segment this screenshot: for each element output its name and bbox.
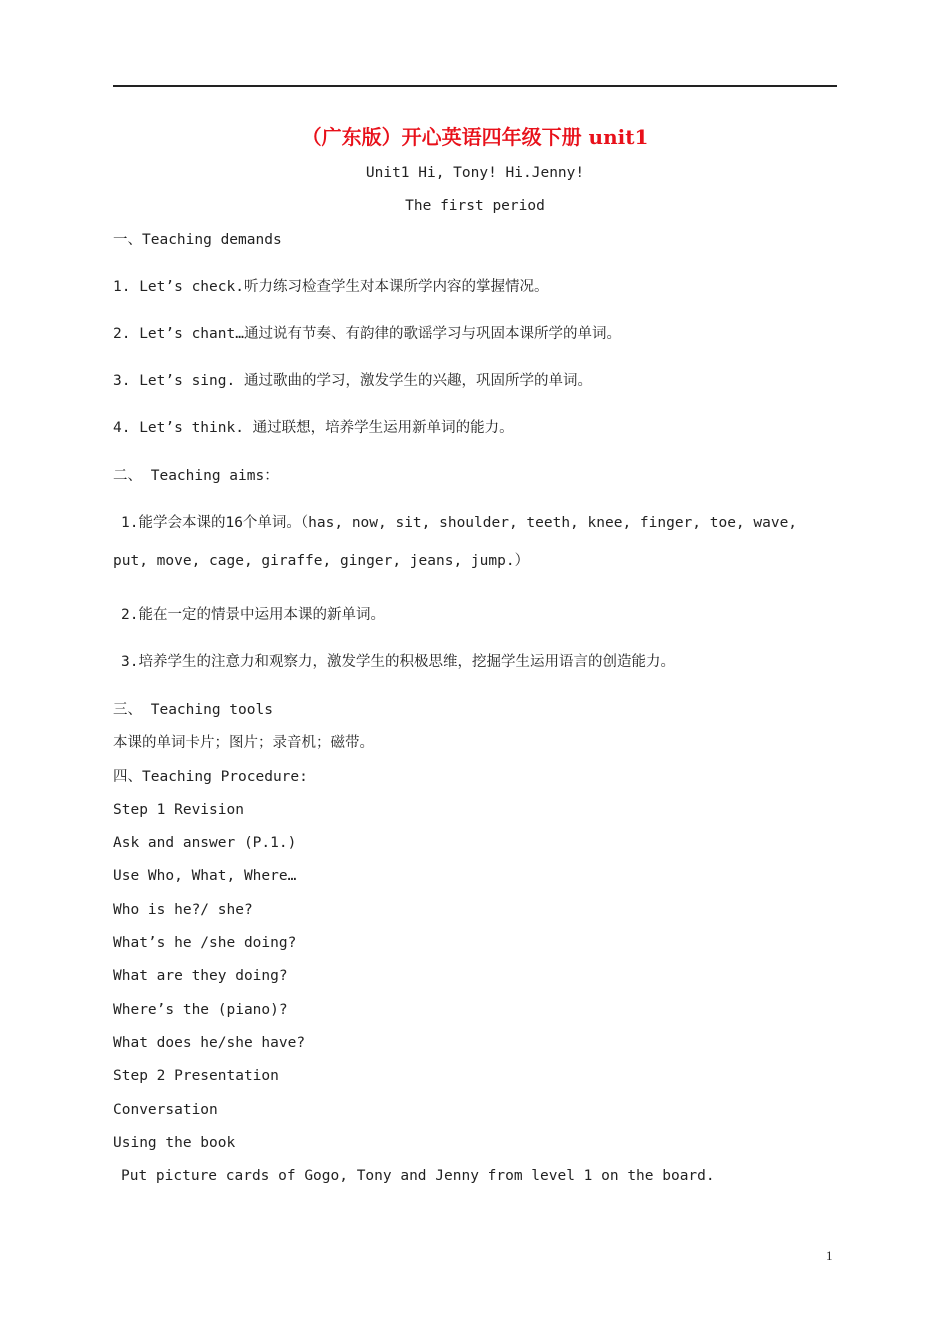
unit-subtitle: Unit1 Hi, Tony! Hi.Jenny! xyxy=(365,165,585,181)
procedure-line: What are they doing? xyxy=(113,968,288,984)
procedure-line: Step 1 Revision xyxy=(113,802,244,818)
tools-list: 本课的单词卡片；图片；录音机；磁带。 xyxy=(113,735,374,751)
procedure-line: Who is he?/ she? xyxy=(113,902,253,918)
header-rule xyxy=(113,85,837,87)
section-heading-demands: 一、Teaching demands xyxy=(113,232,282,248)
procedure-line: Put picture cards of Gogo, Tony and Jenny from level 1 on the board. xyxy=(121,1168,715,1184)
period-label: The first period xyxy=(405,198,545,214)
procedure-line: Step 2 Presentation xyxy=(113,1068,279,1084)
aim-item: 3.培养学生的注意力和观察力，激发学生的积极思维，挖掘学生运用语言的创造能力。 xyxy=(121,654,675,670)
section-heading-aims: 二、 Teaching aims： xyxy=(113,468,279,484)
procedure-line: What’s he /she doing? xyxy=(113,935,297,951)
demand-item: 3. Let’s sing. 通过歌曲的学习，激发学生的兴趣，巩固所学的单词。 xyxy=(113,373,592,389)
demand-item: 1. Let’s check.听力练习检查学生对本课所学内容的掌握情况。 xyxy=(113,279,549,295)
aim-item: 1.能学会本课的16个单词。（has, now, sit, shoulder, teeth, knee, finger, toe, wave, xyxy=(121,515,798,531)
demand-item: 4. Let’s think. 通过联想，培养学生运用新单词的能力。 xyxy=(113,420,514,436)
section-heading-tools: 三、 Teaching tools xyxy=(113,702,273,718)
procedure-line: Where’s the (piano)? xyxy=(113,1002,288,1018)
section-heading-procedure: 四、Teaching Procedure: xyxy=(113,769,308,785)
procedure-line: Ask and answer (P.1.) xyxy=(113,835,297,851)
document-title: （广东版）开心英语四年级下册 unit1 xyxy=(301,125,649,149)
aim-item: 2.能在一定的情景中运用本课的新单词。 xyxy=(121,607,385,623)
page-number: 1 xyxy=(826,1248,833,1263)
demand-item: 2. Let’s chant…通过说有节奏、有韵律的歌谣学习与巩固本课所学的单词。 xyxy=(113,326,621,342)
procedure-line: Conversation xyxy=(113,1102,218,1118)
procedure-line: Use Who, What, Where… xyxy=(113,868,297,884)
procedure-line: What does he/she have? xyxy=(113,1035,306,1051)
aim-item-continued: put, move, cage, giraffe, ginger, jeans, jump.） xyxy=(113,553,530,569)
procedure-line: Using the book xyxy=(113,1135,236,1151)
